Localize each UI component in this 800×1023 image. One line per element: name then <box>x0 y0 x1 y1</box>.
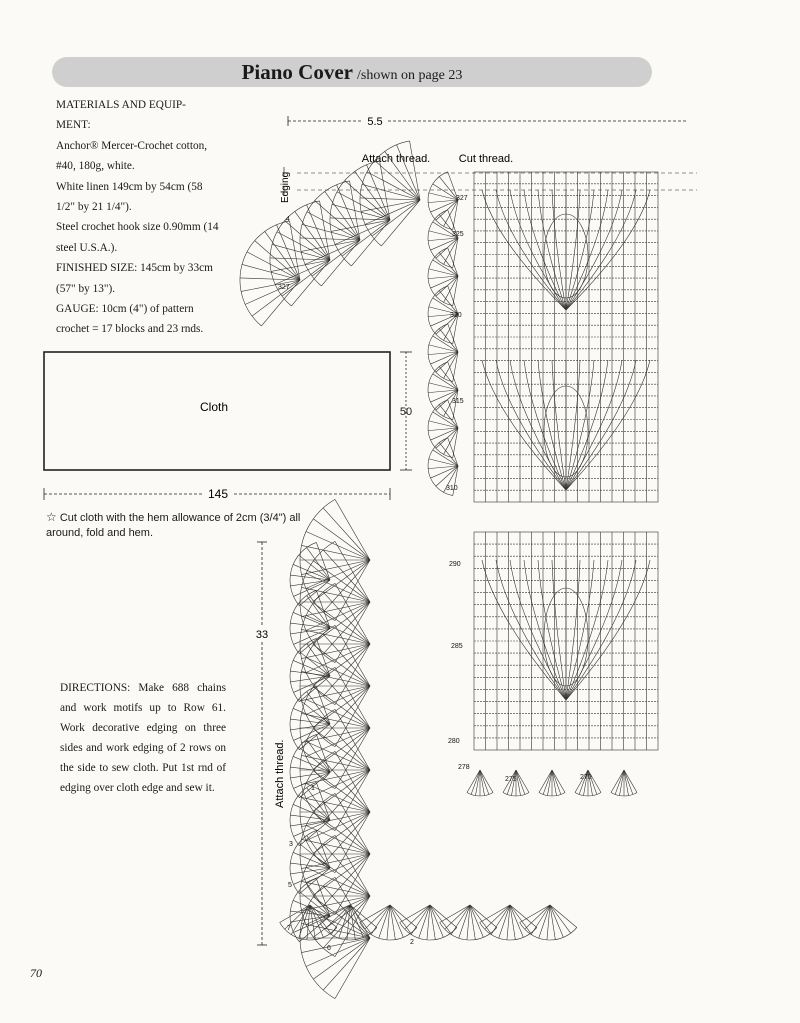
row-270: 270 <box>580 774 592 781</box>
chart-width-label: 5.5 <box>367 116 383 128</box>
directions: DIRECTIONS: Make 688 chains and work motifs up to Row 61. Work decorative edging on three sides and work edging of 2 rows on the side to sew cloth. Put 1st rnd of edging over cloth edge and sew it. <box>60 682 226 794</box>
row-327-left: 327 <box>278 284 290 291</box>
row-325: 325 <box>452 231 464 238</box>
rnd-5: 5 <box>288 882 292 889</box>
attach-thread-top: Attach thread. <box>361 153 431 165</box>
materials-linen: White linen 149cm by 54cm (58 1/2" by 21 1/4"). <box>56 180 203 214</box>
pattern-title: Piano Cover <box>241 60 353 84</box>
edging-label: Edging <box>280 171 291 203</box>
row-275: 275 <box>505 776 517 783</box>
cloth-width-label: 145 <box>207 487 229 501</box>
finished-size: FINISHED SIZE: 145cm by 33cm (57" by 13"). <box>56 262 213 295</box>
row-280: 280 <box>448 738 460 745</box>
chart-height-label: 33 <box>255 629 269 641</box>
filet-grid-bottom <box>474 532 658 750</box>
row-320: 320 <box>450 312 462 319</box>
materials-hook: Steel crochet hook size 0.90mm (14 steel U.S.A.). <box>56 221 219 254</box>
rnd-6: 6 <box>327 945 331 952</box>
rnd-7: 7 <box>287 925 291 932</box>
gauge: GAUGE: 10cm (4") of pattern crochet = 17 blocks and 23 rnds. <box>56 303 204 336</box>
row-315: 315 <box>452 398 464 405</box>
materials-heading: MATERIALS AND EQUIP-MENT: <box>56 99 186 132</box>
row-285: 285 <box>451 643 463 650</box>
attach-thread-side: Attach thread. <box>274 739 286 808</box>
pattern-subtitle: /shown on page 23 <box>357 68 463 83</box>
page-number: 70 <box>30 966 42 980</box>
row-310: 310 <box>446 485 458 492</box>
row-290: 290 <box>449 561 461 568</box>
cut-thread-label: Cut thread. <box>458 153 514 165</box>
cloth-note <box>46 510 306 541</box>
rnd-2: 2 <box>410 939 414 946</box>
filet-grid-top <box>474 172 658 502</box>
rnd-3: 3 <box>289 841 293 848</box>
materials-yarn: Anchor® Mercer-Crochet cotton, #40, 180g, white. <box>56 139 208 173</box>
cloth-height-label: 50 <box>399 406 413 418</box>
cloth-diagram <box>44 352 412 501</box>
rnd-1: 1 <box>311 785 315 792</box>
cloth-label: Cloth <box>199 400 229 414</box>
row-327: 327 <box>456 195 468 202</box>
cloth-note-text: Cut cloth with the hem allowance of 2cm (3/4") all around, fold and hem. <box>46 512 301 539</box>
row-278: 278 <box>458 764 470 771</box>
rnd-4: 4 <box>286 216 290 223</box>
star-icon: ☆ <box>46 510 57 524</box>
